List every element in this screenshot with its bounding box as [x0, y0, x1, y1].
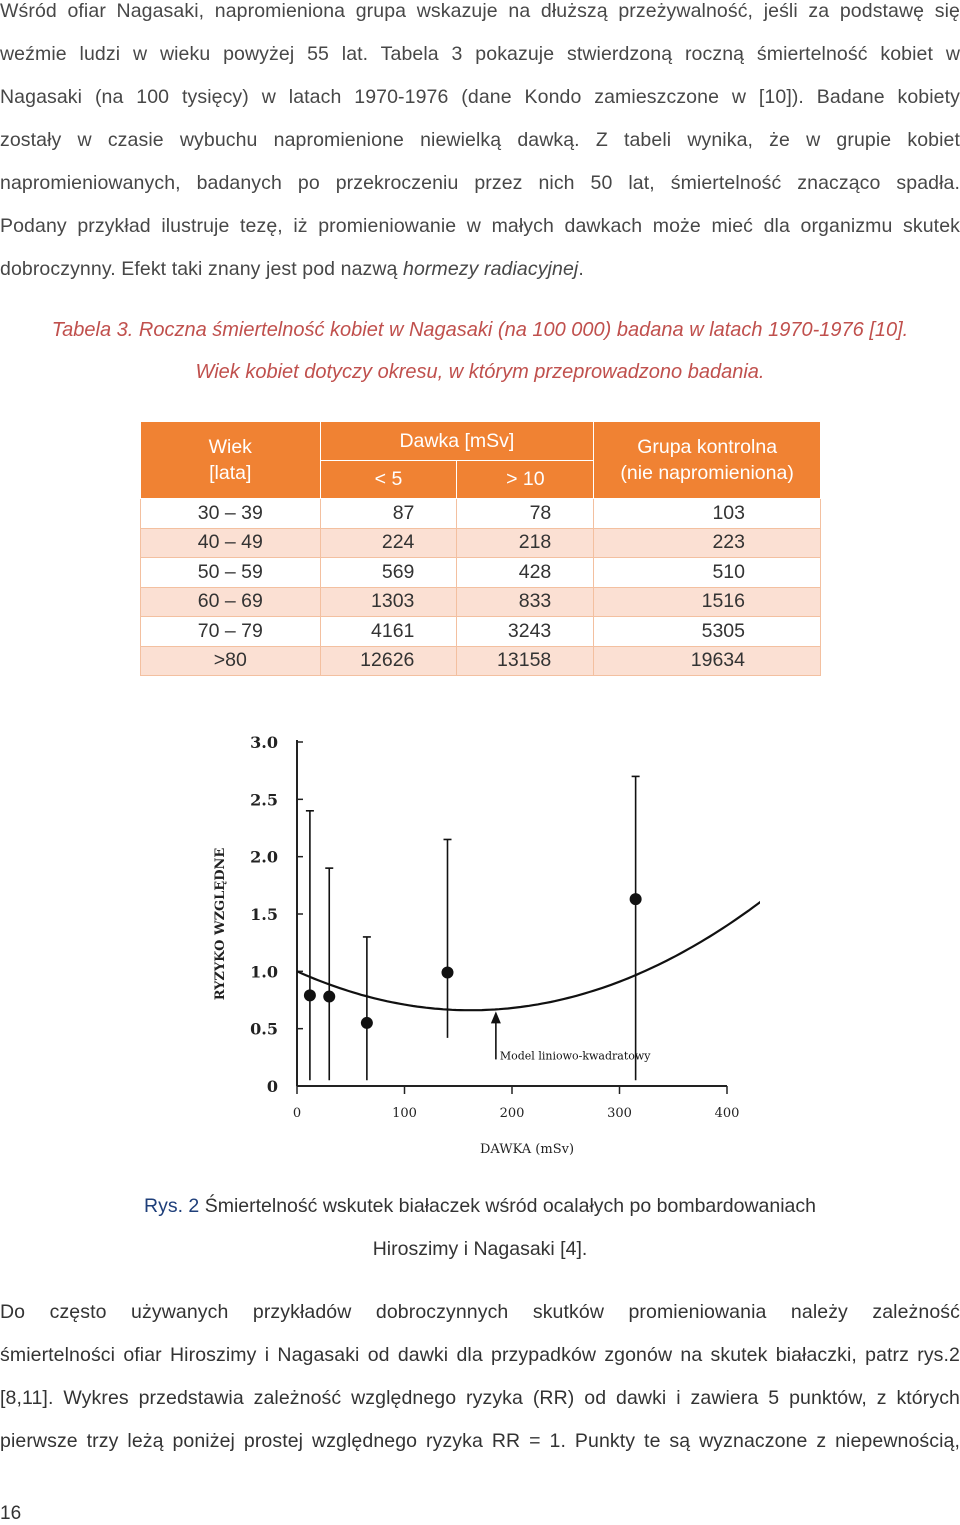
x-tick-label: 400	[714, 1106, 740, 1121]
figure-number: 2	[188, 1195, 200, 1217]
cell-low-dose: 224	[320, 528, 457, 558]
table-row	[141, 587, 821, 617]
intro-last-line	[0, 248, 960, 291]
figure-label: Rys.	[144, 1195, 183, 1217]
intro-paragraph	[0, 0, 960, 291]
header-control-sub: (nie napromieniona)	[620, 462, 794, 484]
data-point	[630, 893, 642, 905]
intro-line: zostały w czasie wybuchu napromienione niewielką dawką. Z tabeli wynika, że w grupie kobiet	[0, 129, 960, 151]
cell-control: 19634	[594, 646, 821, 676]
data-point	[323, 991, 335, 1003]
cell-control: 1516	[594, 587, 821, 617]
intro-line: Podany przykład ilustruje tezę, iż promieniowanie w małych dawkach może mieć dla organizmu skutek	[0, 215, 960, 237]
y-tick-label: 1.5	[250, 905, 278, 924]
cell-age: >80	[141, 646, 321, 676]
cell-age: 40 – 49	[141, 528, 321, 558]
data-point	[442, 966, 454, 978]
x-tick-label: 100	[392, 1106, 417, 1121]
header-low-dose: < 5	[320, 460, 457, 499]
table-row	[141, 617, 821, 647]
header-age-label: Wiek	[208, 436, 252, 458]
data-point	[361, 1017, 373, 1029]
body-paragraph	[0, 1291, 960, 1463]
header-high-dose: > 10	[457, 460, 594, 499]
header-dose: Dawka [mSv]	[320, 422, 594, 461]
cell-control: 223	[594, 528, 821, 558]
italic-term: hormezy radiacyjnej	[403, 258, 579, 280]
header-control-label: Grupa kontrolna	[637, 436, 778, 458]
cell-high-dose: 428	[457, 558, 594, 588]
x-axis-label: DAWKA (mSv)	[479, 1142, 575, 1157]
x-tick-label: 0	[292, 1106, 302, 1121]
cell-high-dose: 218	[457, 528, 594, 558]
cell-age: 60 – 69	[141, 587, 321, 617]
cell-low-dose: 1303	[320, 587, 457, 617]
cell-high-dose: 833	[457, 587, 594, 617]
page-number: 16	[0, 1503, 22, 1524]
intro-line: Wśród ofiar Nagasaki, napromieniona grupa wskazuje na dłuższą przeżywalność, jeśli za podstawę się	[0, 0, 960, 22]
cell-low-dose: 569	[320, 558, 457, 588]
body-line: [8,11]. Wykres przedstawia zależność względnego ryzyka (RR) od dawki i zawiera 5 punktów, z których	[0, 1387, 960, 1409]
figure-caption-line1	[0, 1185, 960, 1228]
table-caption-line1: Tabela 3. Roczna śmiertelność kobiet w Nagasaki (na 100 000) badana w latach 1970-1976 [10].	[51, 319, 909, 341]
cell-high-dose: 13158	[457, 646, 594, 676]
y-tick-label: 0	[266, 1077, 278, 1096]
y-tick-label: 1.0	[250, 962, 278, 982]
table-row	[141, 646, 821, 676]
header-age-unit: [lata]	[209, 462, 252, 484]
intro-line: Nagasaki (na 100 tysięcy) w latach 1970-1976 (dane Kondo zamieszczone w [10]). Badane kobiety	[0, 86, 960, 108]
cell-low-dose: 87	[320, 499, 457, 529]
data-point	[304, 989, 316, 1001]
mortality-table	[140, 421, 821, 676]
cell-age: 50 – 59	[141, 558, 321, 588]
figure-caption-line2: Hiroszimy i Nagasaki [4].	[372, 1238, 588, 1260]
x-tick-label: 200	[499, 1106, 525, 1121]
x-tick-label: 300	[607, 1106, 632, 1121]
intro-line: dobroczynny. Efekt taki znany jest pod nazwą	[0, 258, 404, 280]
intro-line: weźmie ludzi w wieku powyżej 55 lat. Tabela 3 pokazuje stwierdzoną roczną śmiertelność kobiet w	[0, 43, 960, 65]
cell-high-dose: 3243	[457, 617, 594, 647]
y-tick-label: 3.0	[250, 733, 278, 752]
annotation-label: Model liniowo-kwadratowy	[499, 1049, 651, 1063]
annotation-arrow-head	[491, 1011, 501, 1023]
table-row	[141, 558, 821, 588]
header-age	[141, 422, 321, 499]
cell-control: 510	[594, 558, 821, 588]
y-tick-label: 2.5	[250, 790, 278, 810]
table-row	[141, 499, 821, 529]
y-tick-label: 2.0	[250, 847, 278, 867]
y-axis-label: RYZYKO WZGLĘDNE	[213, 847, 228, 1001]
leukemia-risk-chart	[200, 725, 760, 1165]
cell-control: 103	[594, 499, 821, 529]
cell-high-dose: 78	[457, 499, 594, 529]
figure-caption-text: Śmiertelność wskutek białaczek wśród ocalałych po bombardowaniach	[199, 1195, 816, 1217]
y-tick-label: 0.5	[250, 1019, 278, 1039]
header-control	[594, 422, 821, 499]
cell-control: 5305	[594, 617, 821, 647]
cell-age: 70 – 79	[141, 617, 321, 647]
body-line: śmiertelności ofiar Hiroszimy i Nagasaki od dawki dla przypadków zgonów na skutek białaczki, patrz rys.2	[0, 1344, 960, 1366]
body-line: Do często używanych przykładów dobroczynnych skutków promieniowania należy zależność	[0, 1301, 960, 1323]
intro-end: .	[578, 258, 584, 280]
body-line: pierwsze trzy leżą poniżej prostej względnego ryzyka RR = 1. Punkty te są wyznaczone z niepewnością,	[0, 1430, 960, 1452]
table-caption-line2: Wiek kobiet dotyczy okresu, w którym przeprowadzono badania.	[195, 361, 765, 383]
table-row	[141, 528, 821, 558]
intro-line: napromieniowanych, badanych po przekroczeniu przez nich 50 lat, śmiertelność znacząco spadła.	[0, 172, 960, 194]
cell-low-dose: 4161	[320, 617, 457, 647]
cell-low-dose: 12626	[320, 646, 457, 676]
cell-age: 30 – 39	[141, 499, 321, 529]
